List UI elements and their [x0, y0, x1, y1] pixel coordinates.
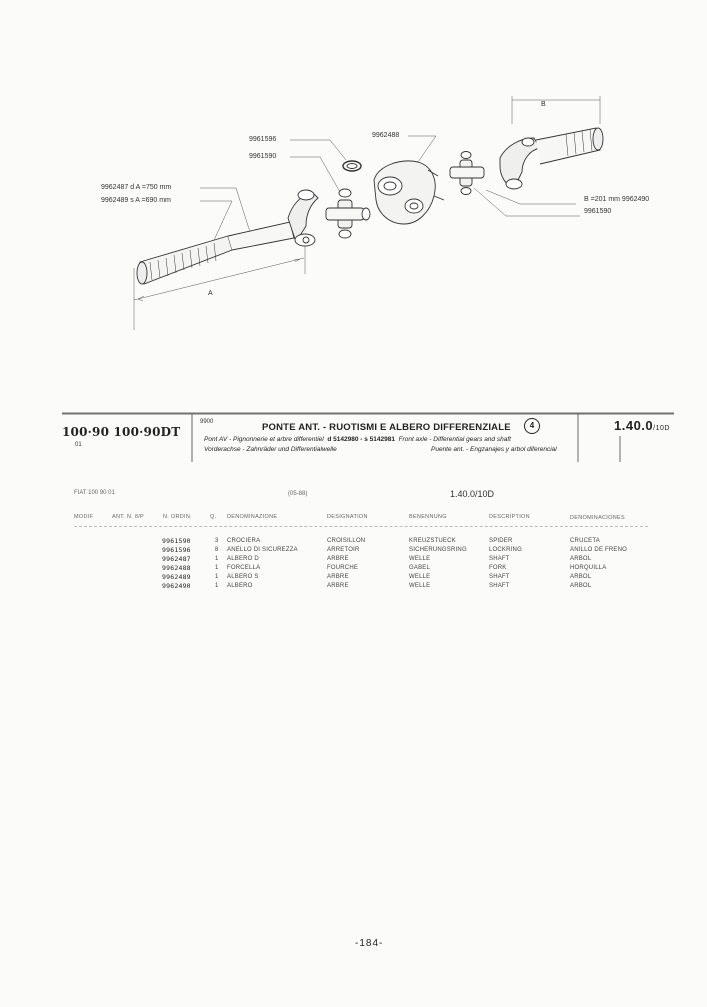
es-cell: CRUCETA — [570, 538, 600, 544]
subtitle-codes: d 5142980 - s 5142981 — [327, 436, 395, 443]
col-num-values — [162, 537, 191, 591]
qty-cell: 3 — [215, 538, 219, 544]
label-9962487: 9962487 d A =750 mm — [101, 184, 172, 191]
table-row: 9962487 — [162, 555, 191, 563]
table-row: 9962489 — [162, 573, 191, 581]
col-denominazione: DENOMINAZIONE — [227, 514, 278, 520]
col-es-values — [570, 537, 627, 591]
table-row: 9962490 — [162, 582, 191, 590]
es-cell: ARBOL — [570, 556, 592, 562]
es-cell: ANILLO DE FRENO — [570, 547, 628, 553]
subtitle-es: Puente ant. - Engzanajes y arbol diferencial — [431, 446, 557, 453]
table-model: FIAT 100 90 01 — [74, 490, 115, 496]
es-cell: ARBOL — [570, 583, 592, 589]
section-code: 1.40.0/10D — [614, 418, 670, 433]
en-cell: SPIDER — [489, 538, 513, 544]
fr-cell: ARRETOIR — [327, 547, 360, 553]
de-cell: WELLE — [409, 583, 431, 589]
col-designation: DESIGNATION — [327, 514, 368, 520]
dimension-b-label: B — [541, 101, 546, 108]
fr-cell: ARBRE — [327, 583, 349, 589]
col-description: DESCRIPTION — [489, 514, 530, 520]
label-9961590-right: 9961590 — [584, 208, 612, 215]
section-code-suffix: /10D — [653, 425, 670, 432]
qty-cell: 8 — [215, 547, 219, 553]
table-row: 9961590 — [162, 537, 191, 545]
table-row: 9962488 — [162, 564, 191, 572]
model-title: 100·90 100·90DT — [62, 425, 181, 439]
de-cell: GABEL — [409, 565, 431, 571]
de-cell: WELLE — [409, 556, 431, 562]
de-cell: KREUZSTUECK — [409, 538, 456, 544]
col-it-values — [227, 537, 298, 591]
col-qty: Q. — [210, 514, 217, 520]
brand-logo: 9900 — [200, 419, 214, 425]
it-cell: ANELLO DI SICUREZZA — [227, 547, 298, 553]
it-cell: ALBERO — [227, 583, 253, 589]
it-cell: ALBERO D — [227, 556, 259, 562]
qty-cell: 1 — [215, 583, 219, 589]
col-ordin: N. ORDIN. — [163, 514, 192, 520]
it-cell: CROCIERA — [227, 538, 261, 544]
fr-cell: FOURCHE — [327, 565, 359, 571]
col-denominaciones: DENOMINACIONES — [570, 515, 625, 521]
col-modif: MODIF — [74, 514, 94, 520]
col-en-values — [489, 537, 522, 591]
subtitle-fr: Pont AV - Pignonnerie et arbre differentiel d 5142980 - s 5142981 Front axle - Differential gears and shaft — [204, 436, 511, 443]
table-code: 1.40.0/10D — [450, 489, 495, 499]
es-cell: HORQUILLA — [570, 565, 607, 571]
qty-cell: 1 — [215, 574, 219, 580]
en-cell: SHAFT — [489, 583, 510, 589]
group-number-badge: 4 — [524, 418, 540, 434]
en-cell: LOCKRING — [489, 547, 522, 553]
model-subcode: 01 — [75, 442, 82, 448]
en-cell: SHAFT — [489, 574, 510, 580]
col-ant: ANT. N. 8/P — [112, 514, 145, 520]
qty-cell: 1 — [215, 565, 219, 571]
page-number: -184- — [355, 938, 384, 949]
en-cell: FORK — [489, 565, 507, 571]
col-fr-values — [327, 537, 365, 591]
fr-cell: ARBRE — [327, 556, 349, 562]
fr-cell: ARBRE — [327, 574, 349, 580]
page-title: PONTE ANT. - RUOTISMI E ALBERO DIFFERENZIALE — [262, 422, 511, 433]
col-qty-values — [215, 537, 219, 591]
subtitle-de: Vorderachse - Zahnräder und Differentialwelle — [204, 446, 337, 453]
label-9961596: 9961596 — [249, 136, 277, 143]
col-benennung: BENENNUNG — [409, 514, 447, 520]
label-9962490: B =201 mm 9962490 — [584, 196, 650, 203]
col-de-values — [409, 537, 467, 591]
it-cell: ALBERO S — [227, 574, 259, 580]
en-cell: SHAFT — [489, 556, 510, 562]
qty-cell: 1 — [215, 556, 219, 562]
it-cell: FORCELLA — [227, 565, 261, 571]
label-9961590: 9961590 — [249, 153, 277, 160]
subtitle-en: Front axle - Differential gears and shaft — [398, 436, 511, 443]
fr-cell: CROISILLON — [327, 538, 366, 544]
table-row: 9961596 — [162, 546, 191, 554]
de-cell: WELLE — [409, 574, 431, 580]
header-frame — [0, 0, 707, 480]
label-9962489: 9962489 s A =690 mm — [101, 197, 171, 204]
de-cell: SICHERUNGSRING — [409, 547, 467, 553]
es-cell: ARBOL — [570, 574, 592, 580]
dimension-a-label: A — [208, 290, 213, 297]
table-date: (05-88) — [288, 491, 308, 497]
label-9962488: 9962488 — [372, 132, 400, 139]
header-divider — [74, 526, 648, 527]
